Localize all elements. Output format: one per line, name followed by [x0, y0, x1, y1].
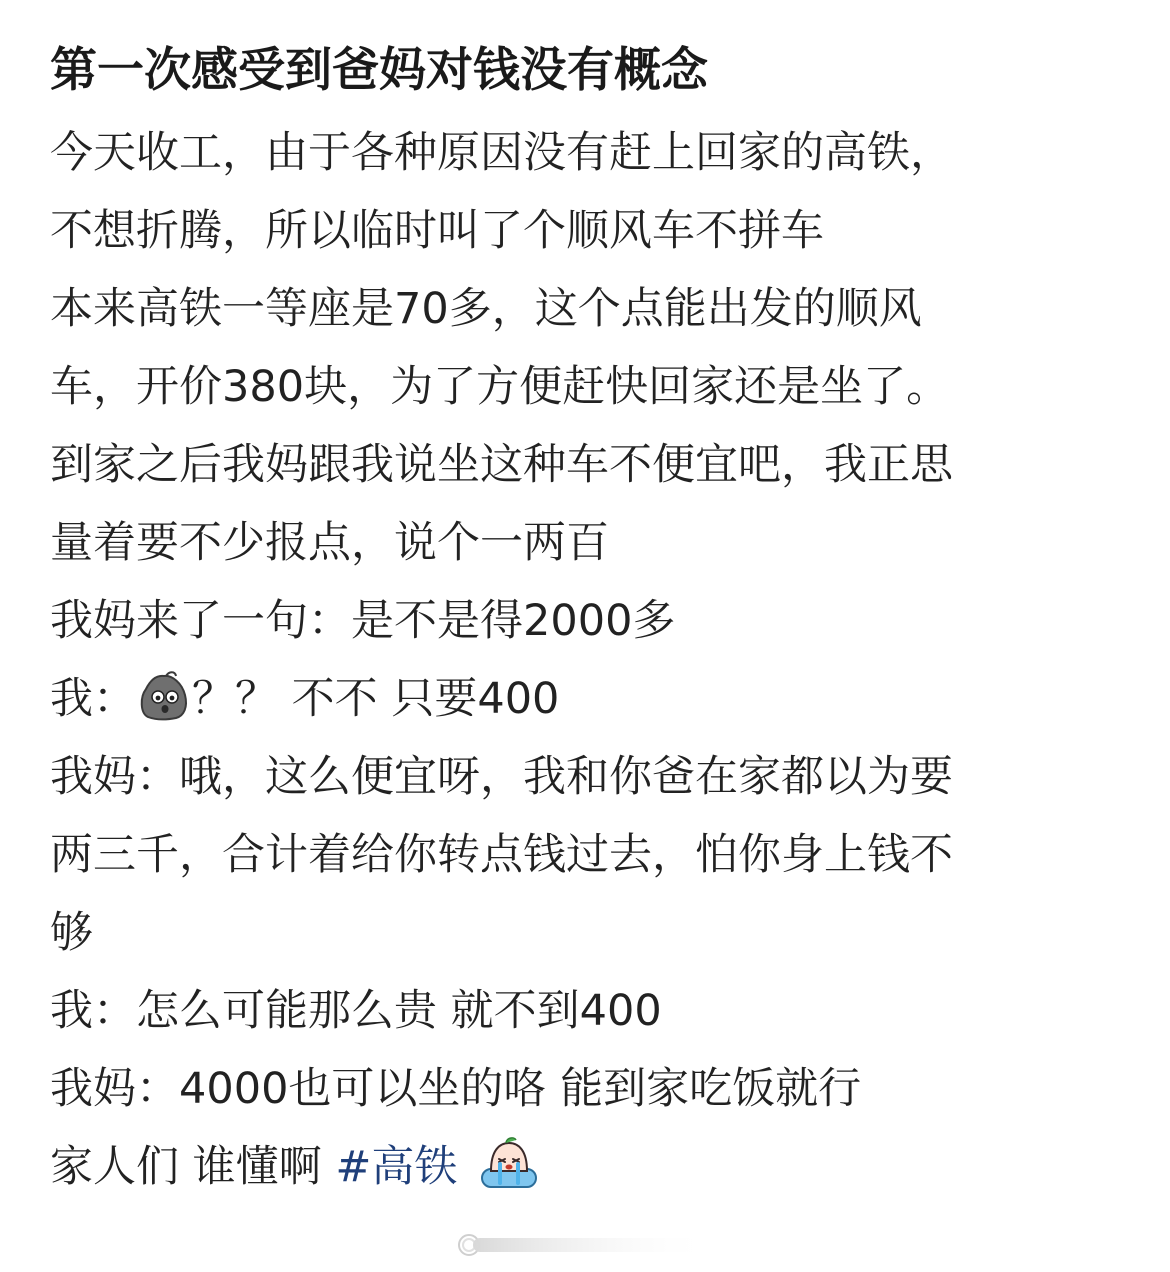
post-title: 第一次感受到爸妈对钱没有概念: [50, 43, 708, 98]
post-line: 今天收工，由于各种原因没有赶上回家的高铁，: [50, 128, 953, 178]
post-line: 量着要不少报点，说个一两百: [50, 518, 609, 568]
post-line: 本来高铁一等座是70多，这个点能出发的顺风: [50, 284, 922, 334]
last-line-text: 家人们 谁懂啊: [50, 1142, 336, 1192]
post-line: 我妈：4000也可以坐的咯 能到家吃饭就行: [50, 1064, 862, 1114]
crying-face-emoji-icon: [479, 1135, 535, 1191]
loading-divider-icon: [455, 1230, 715, 1260]
post-line: 到家之后我妈跟我说坐这种车不便宜吧，我正思: [50, 440, 953, 490]
shocked-potato-emoji-icon: [136, 667, 192, 723]
line-suffix: ？？ 不不 只要400: [192, 674, 560, 724]
post-line-with-emoji: [50, 660, 1130, 738]
post-line: 我：怎么可能那么贵 就不到400: [50, 986, 662, 1036]
post-line: 车，开价380块，为了方便赶快回家还是坐了。: [50, 362, 950, 412]
post-line: 我妈：哦，这么便宜呀，我和你爸在家都以为要: [50, 752, 953, 802]
post-content: [50, 38, 1130, 1206]
post-line: 不想折腾，所以临时叫了个顺风车不拼车: [50, 206, 824, 256]
post-line: 够: [50, 908, 93, 958]
post-line: 两三千，合计着给你转点钱过去，怕你身上钱不: [50, 830, 953, 880]
hashtag-link[interactable]: #高铁: [335, 1142, 458, 1192]
post-last-line: [50, 1128, 1130, 1206]
line-prefix: 我：: [50, 674, 136, 724]
post-line: 我妈来了一句：是不是得2000多: [50, 596, 676, 646]
